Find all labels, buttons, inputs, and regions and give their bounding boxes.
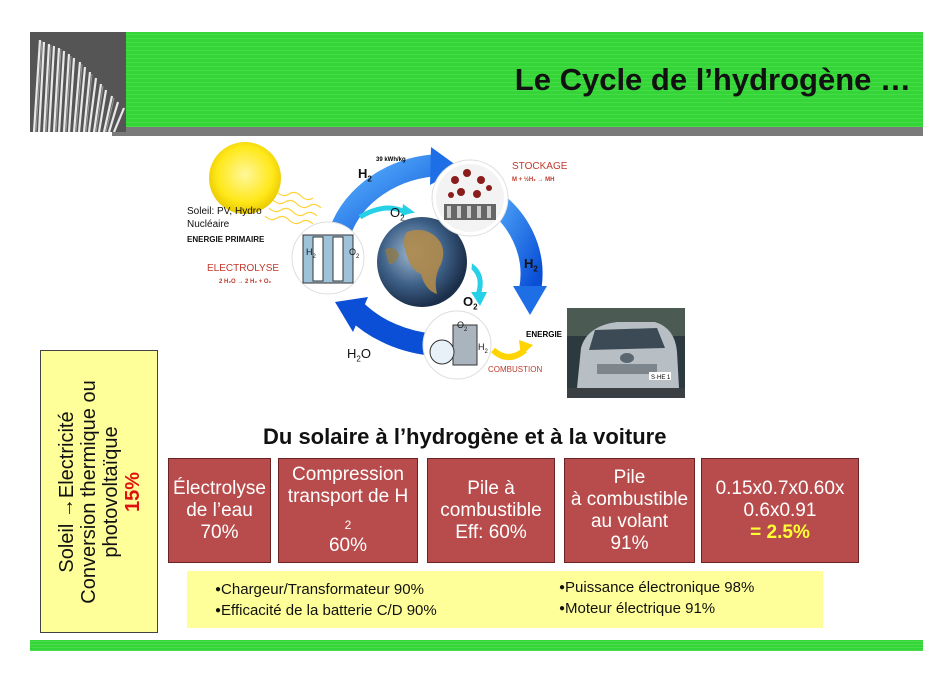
step-fuel-cell [427, 458, 555, 563]
electrolysis-label: ELECTROLYSE [207, 263, 280, 274]
step-5-line-1: 0.15x0.7x0.60x [715, 477, 845, 499]
step-1-line-2: de l’eau [186, 499, 253, 521]
step-2-line-2: transport de H [287, 485, 409, 507]
step-3-line-2: combustible [440, 499, 542, 521]
step-1-line-3: 70% [200, 521, 239, 543]
efficiency-battery: ● Efficacité de la batterie C/D 90% [215, 602, 437, 619]
step-1-line-1: Électrolyse [173, 477, 266, 499]
step-compression [278, 458, 418, 563]
step-5-line-2: 0.6x0.91 [743, 499, 817, 521]
combustion-label: COMBUSTION [488, 365, 543, 374]
electrolysis-equation: 2 H₂O → 2 H₂ + O₂ [219, 279, 272, 285]
cell-h2-label: H [306, 247, 313, 257]
nanostructure-image [30, 32, 126, 132]
o2-right-label: O [463, 294, 474, 309]
header-shadow [112, 127, 923, 136]
side-percent: 15% [122, 471, 144, 513]
step-total [701, 458, 859, 563]
sun-source-label-2: Nucléaire [187, 219, 230, 230]
efficiency-charger: ● Chargeur/Transformateur 90% [215, 581, 424, 598]
h2-top-label: H [358, 166, 368, 181]
efficiency-box [187, 571, 823, 628]
step-2-line-1: Compression [292, 463, 404, 485]
page-title: Le Cycle de l’hydrogène … [514, 62, 911, 97]
side-line-3: photovoltaïque [100, 426, 122, 558]
storage-equation: M + ½H₂ → MH [512, 177, 555, 183]
side-box-solar [40, 350, 158, 633]
primary-energy-label: ENERGIE PRIMAIRE [187, 235, 265, 244]
step-fuel-cell-wheel [564, 458, 695, 563]
step-4-line-3: au volant [590, 510, 669, 532]
h2o-bottom-label: H [347, 346, 357, 361]
footer-band [30, 640, 923, 651]
energie-label: ENERGIE [526, 330, 563, 339]
step-2-line-3: 60% [328, 535, 368, 557]
storage-label: STOCKAGE [512, 161, 568, 172]
step-electrolysis [168, 458, 271, 563]
sun-icon [209, 142, 281, 214]
step-3-line-3: Eff: 60% [455, 521, 527, 543]
step-5-result: = 2.5% [750, 521, 810, 543]
energy-density-label: 39 kWh/kg [376, 157, 406, 163]
side-line-2: Conversion thermique ou [78, 380, 100, 604]
section-subtitle: Du solaire à l’hydrogène et à la voiture [263, 424, 667, 449]
car-plate: S·HE 1 [651, 375, 671, 381]
fuelcell-h2-label: H [478, 342, 485, 352]
step-4-line-4: 91% [610, 532, 649, 554]
o2-top-label: O [390, 205, 401, 220]
step-4-line-2: à combustible [570, 488, 689, 510]
step-3-line-1: Pile à [467, 477, 515, 499]
cell-o2-label: O [349, 247, 357, 257]
step-4-line-1: Pile [613, 466, 646, 488]
car-photo [567, 308, 685, 398]
h2-right-label: H [524, 256, 534, 271]
fuelcell-o2-label: O [457, 320, 465, 330]
efficiency-motor: ● Moteur électrique 91% [559, 600, 715, 617]
sun-source-label-1: Soleil: PV, Hydro [187, 206, 262, 217]
efficiency-electronics: ● Puissance électronique 98% [559, 579, 754, 596]
side-line-1: Soleil →Electricité [56, 411, 78, 573]
step-2-subscript: 2 [344, 517, 352, 532]
